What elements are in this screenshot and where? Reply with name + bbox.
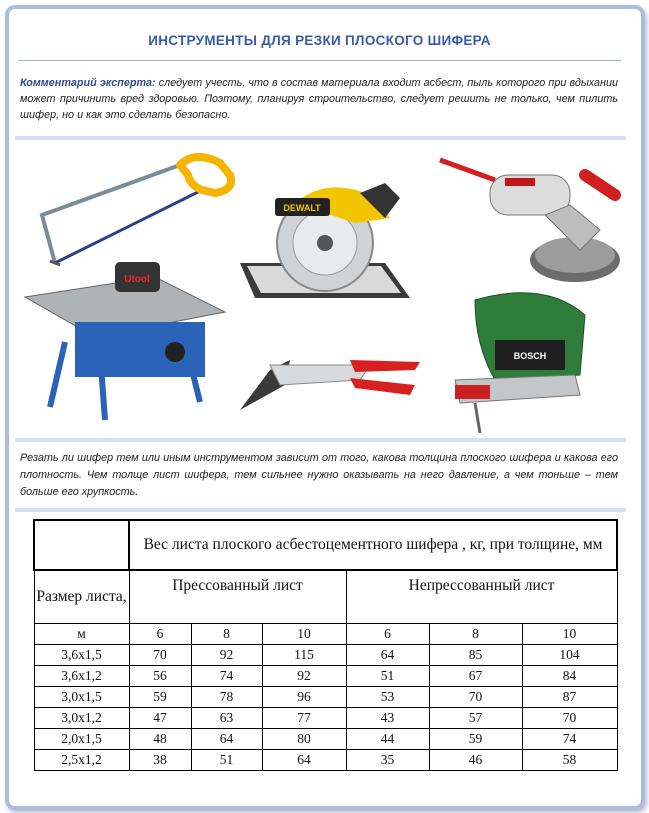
table-row bbox=[34, 750, 617, 771]
thickness-cell: 6 bbox=[129, 624, 191, 645]
weight-cell: 38 bbox=[129, 750, 191, 771]
weight-cell: 58 bbox=[522, 750, 617, 771]
weight-cell: 47 bbox=[129, 708, 191, 729]
weight-cell: 51 bbox=[191, 750, 262, 771]
thickness-cell: 10 bbox=[262, 624, 346, 645]
weight-cell: 56 bbox=[129, 666, 191, 687]
thickness-cell: 6 bbox=[346, 624, 429, 645]
thickness-cell: 8 bbox=[191, 624, 262, 645]
table-saw-icon bbox=[15, 252, 230, 422]
size-cell: 3,6х1,2 bbox=[34, 666, 129, 687]
table-row bbox=[34, 645, 617, 666]
tools-gallery bbox=[15, 140, 626, 438]
weight-cell: 85 bbox=[429, 645, 522, 666]
thickness-cell: 8 bbox=[429, 624, 522, 645]
weight-table bbox=[33, 519, 618, 771]
unit-cell: м bbox=[34, 624, 129, 645]
table-row bbox=[34, 708, 617, 729]
weight-cell: 77 bbox=[262, 708, 346, 729]
weight-cell: 57 bbox=[429, 708, 522, 729]
weight-cell: 70 bbox=[429, 687, 522, 708]
table-saw-brand: Utool bbox=[124, 274, 150, 285]
circular-saw-brand: DEWALT bbox=[283, 203, 321, 213]
weight-cell: 48 bbox=[129, 729, 191, 750]
size-cell: 3,0х1,2 bbox=[34, 708, 129, 729]
table-row bbox=[34, 729, 617, 750]
angle-grinder-icon bbox=[435, 150, 625, 290]
size-column-header: Размер листа, bbox=[34, 570, 129, 624]
weight-cell: 70 bbox=[522, 708, 617, 729]
weight-cell: 74 bbox=[522, 729, 617, 750]
expert-comment bbox=[20, 75, 618, 123]
thickness-cell: 10 bbox=[522, 624, 617, 645]
page-title: ИНСТРУМЕНТЫ ДЛЯ РЕЗКИ ПЛОСКОГО ШИФЕРА bbox=[148, 33, 491, 48]
weight-cell: 59 bbox=[129, 687, 191, 708]
weight-cell: 87 bbox=[522, 687, 617, 708]
expert-comment-label: Комментарий эксперта: bbox=[20, 77, 156, 89]
weight-cell: 35 bbox=[346, 750, 429, 771]
weight-cell: 64 bbox=[191, 729, 262, 750]
weight-cell: 104 bbox=[522, 645, 617, 666]
jigsaw-icon bbox=[435, 285, 625, 435]
weight-cell: 63 bbox=[191, 708, 262, 729]
table-row bbox=[34, 666, 617, 687]
slate-cutter-icon bbox=[230, 340, 430, 420]
weight-cell: 70 bbox=[129, 645, 191, 666]
table-row bbox=[34, 687, 617, 708]
weight-cell: 43 bbox=[346, 708, 429, 729]
thickness-paragraph: Резать ли шифер тем или иным инструментом зависит от того, какова толщина плоского шифера и какова его плотность. Чем толще лист шифера, тем сильнее нужно оказывать на него давление, а чем тоньше – тем больше его хрупкость. bbox=[20, 452, 618, 498]
pressed-header: Прессованный лист bbox=[129, 570, 346, 624]
weight-cell: 53 bbox=[346, 687, 429, 708]
weight-cell: 80 bbox=[262, 729, 346, 750]
divider-band bbox=[15, 438, 626, 442]
weight-cell: 84 bbox=[522, 666, 617, 687]
weight-cell: 92 bbox=[191, 645, 262, 666]
size-cell: 3,6х1,5 bbox=[34, 645, 129, 666]
weight-cell: 92 bbox=[262, 666, 346, 687]
weight-cell: 59 bbox=[429, 729, 522, 750]
weight-cell: 96 bbox=[262, 687, 346, 708]
table-corner-cell bbox=[34, 520, 129, 570]
weight-cell: 64 bbox=[262, 750, 346, 771]
circular-saw-icon bbox=[235, 178, 425, 308]
weight-cell: 51 bbox=[346, 666, 429, 687]
jigsaw-brand: BOSCH bbox=[513, 351, 547, 361]
size-cell: 2,0х1,5 bbox=[34, 729, 129, 750]
weight-cell: 67 bbox=[429, 666, 522, 687]
weight-cell: 74 bbox=[191, 666, 262, 687]
expert-comment-text: следует учесть, что в состав материала входит асбест, пыль которого при вдыхании может причинить вред здоровью. Поэтому, планируя строительство, следует решить не только, чем пилить шифер, но и как это сделать безопасно. bbox=[20, 77, 618, 121]
weight-cell: 64 bbox=[346, 645, 429, 666]
weight-cell: 46 bbox=[429, 750, 522, 771]
divider-band bbox=[15, 508, 626, 512]
unpressed-header: Непрессованный лист bbox=[346, 570, 617, 624]
title-divider bbox=[18, 60, 621, 61]
table-main-header: Вес листа плоского асбестоцементного шифера , кг, при толщине, мм bbox=[129, 520, 617, 570]
size-cell: 3,0х1,5 bbox=[34, 687, 129, 708]
weight-cell: 115 bbox=[262, 645, 346, 666]
size-cell: 2,5х1,2 bbox=[34, 750, 129, 771]
weight-cell: 78 bbox=[191, 687, 262, 708]
weight-cell: 44 bbox=[346, 729, 429, 750]
